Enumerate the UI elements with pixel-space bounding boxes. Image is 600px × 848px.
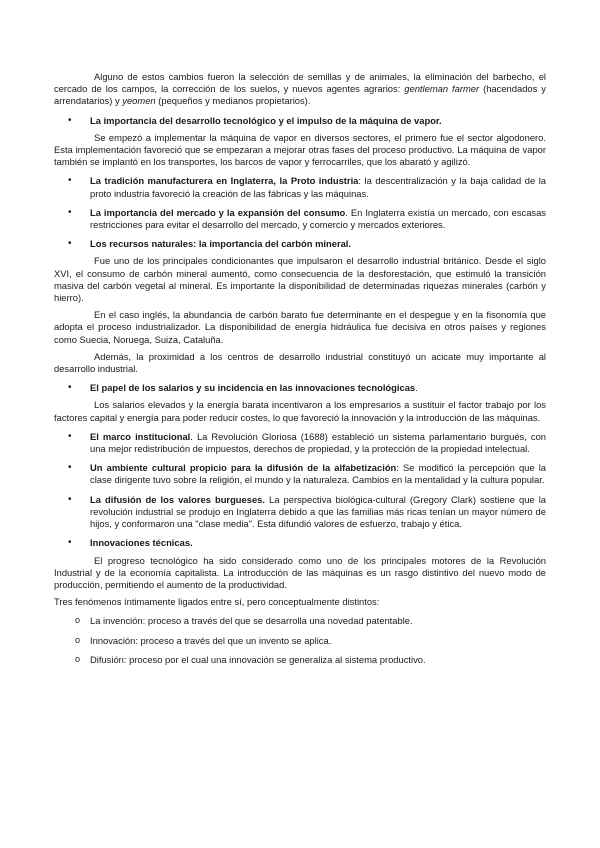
bullet-title: El papel de los salarios y su incidencia en las innovaciones tecnológicas xyxy=(90,382,416,394)
list-item-invention: o La invención: proceso a través del que se desarrolla una novedad patentable. xyxy=(54,615,546,627)
bullet-title: El marco institucional xyxy=(90,430,191,442)
bullet-proto-industry xyxy=(54,175,546,199)
phenomena-list xyxy=(54,615,546,666)
term-gentleman-farmer: gentleman farmer xyxy=(404,83,480,95)
section-list-3 xyxy=(54,382,546,394)
intro-text: Alguno de estos cambios fueron la selección de semillas y de animales, la eliminación del barbecho, el cercado de los campos, la corrección de los suelos, y nuevos agentes agrarios: xyxy=(54,71,546,95)
bullet-natural-resources xyxy=(54,238,546,250)
bullet-text: . En Inglaterra existía un mercado, con escasas restricciones para evitar el desarrollo del mercado, y comercio y mercados exteriores. xyxy=(90,206,546,231)
term-yeomen: yeomen xyxy=(122,95,156,107)
list-item-innovation: o Innovación: proceso a través del que un invento se aplica. xyxy=(54,635,546,647)
bullet-salaries xyxy=(54,382,546,394)
bullet-title: Los recursos naturales: la importancia del carbón mineral. xyxy=(90,238,352,250)
section-list-4 xyxy=(54,431,546,550)
paragraph-coal-2: En el caso inglés, la abundancia de carbón barato fue determinante en el despegue y en la fisonomía que adopta el proceso industrializador. La disponibilidad de energía hidráulica fue decisiva en otros países y regiones como Suecia, Noruega, Suiza, Cataluña. xyxy=(54,309,546,345)
bullet-text: . La Revolución Gloriosa (1688) estableció un sistema parlamentario burgués, con una mejor redistribución de impuestos, derechos de propiedad, y la protección de la propiedad intelectual. xyxy=(90,430,546,455)
section-list-2 xyxy=(54,175,546,250)
bullet-title: Innovaciones técnicas. xyxy=(90,537,193,549)
intro-text: (hacendados y arrendatarios) y xyxy=(54,83,546,107)
intro-text: (pequeños y medianos propietarios). xyxy=(155,95,311,107)
bullet-institutional xyxy=(54,431,546,455)
bullet-title: La importancia del desarrollo tecnológico y el impulso de la máquina de vapor. xyxy=(90,114,442,126)
intro-paragraph xyxy=(54,71,546,108)
paragraph-phenomena: Tres fenómenos íntimamente ligados entre sí, pero conceptualmente distintos: xyxy=(54,596,380,608)
paragraph-coal-3: Además, la proximidad a los centros de desarrollo industrial constituyó un acicate muy importante al desarrollo industrial. xyxy=(54,350,546,375)
bullet-title: La difusión de los valores burgueses. xyxy=(90,493,265,505)
bullet-text: . xyxy=(415,382,418,394)
bullet-market xyxy=(54,207,546,231)
bullet-text: : la descentralización y la baja calidad de la proto industria favoreció la creación de las fábricas y las máquinas. xyxy=(90,175,546,199)
bullet-title: La tradición manufacturera en Inglaterra, la Proto industria xyxy=(90,175,359,187)
bullet-text: La perspectiva biológica-cultural (Gregory Clark) sostiene que la revolución industrial se produjo en Inglaterra debido a que las familias más ricas tenían un mayor número de hijos, y conformaron una "clase media". Esta difundió valores de esfuerzo, trabajo y ética. xyxy=(90,493,546,530)
bullet-bourgeois-values xyxy=(54,494,546,531)
bullet-cultural xyxy=(54,462,546,486)
paragraph-innovations: El progreso tecnológico ha sido considerado como uno de los principales motores de la Revolución Industrial y de la economía capitalista. La introducción de las máquinas es un rasgo distintivo del nuevo modo de producción, permitiendo el aumento de la productividad. xyxy=(54,554,546,590)
bullet-title: Un ambiente cultural propicio para la difusión de la alfabetización xyxy=(90,462,397,474)
paragraph-salaries: Los salarios elevados y la energía barata incentivaron a los empresarios a sustituir el factor trabajo por los factores capital y energía para poder reducir costes, lo que favoreció la innovación y la introducción de las máquinas. xyxy=(54,399,546,423)
section-list-1 xyxy=(54,115,546,127)
paragraph-coal-1: Fue uno de los principales condicionantes que impulsaron el desarrollo industrial británico. Desde el siglo XVI, el consumo de carbón mineral aumentó, como consecuencia de la desforestación, que estimuló la transición masiva del carbón vegetal al mineral. Es importante la disponibilidad de determinadas riquezas minerales (carbón y hierro). xyxy=(54,255,546,304)
bullet-innovations xyxy=(54,537,546,549)
paragraph-steam-engine: Se empezó a implementar la máquina de vapor en diversos sectores, el primero fue el sector algodonero. Esta implementación favoreció que se empezaran a mejorar otras fases del proceso productivo. La máquina de vapor también se implantó en los transportes, los barcos de vapor y ferrocarriles, que los abarató y agilizó. xyxy=(54,131,546,168)
bullet-text: : Se modificó la percepción que la clase dirigente tuvo sobre la religión, el mundo y la naturaleza. Cambios en la mentalidad y la cultura popular. xyxy=(90,462,546,486)
bullet-title: La importancia del mercado y la expansión del consumo xyxy=(90,206,346,218)
bullet-steam-engine xyxy=(54,115,546,127)
list-item-diffusion: o Difusión: proceso por el cual una innovación se generaliza al sistema productivo. xyxy=(54,654,546,666)
